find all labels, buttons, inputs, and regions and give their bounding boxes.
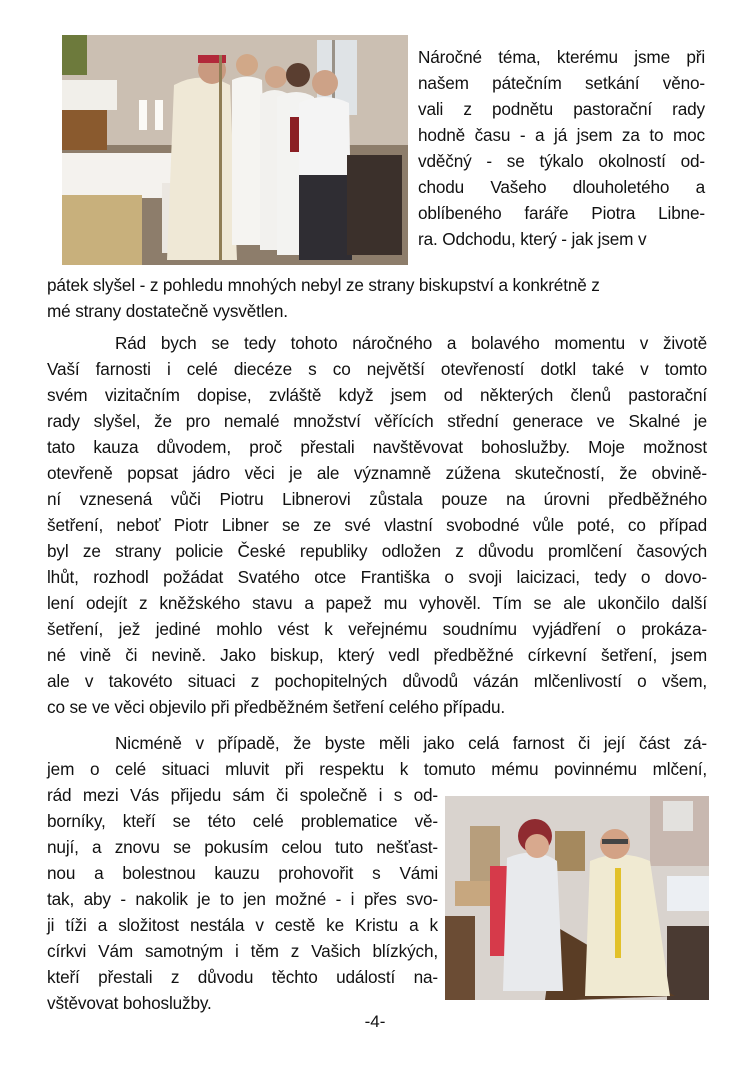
text-line: chodu Vašeho dlouholetého a [418,177,705,197]
text-line: borníky, kteří se této celé problematice vě- [47,811,438,831]
text-line: rád mezi Vás přijedu sám či společně i s od- [47,785,438,805]
paragraph-explanation [47,330,707,720]
text-line: vštěvovat bohoslužby. [47,993,212,1013]
bishop-at-altar-photo [62,35,408,265]
text-line: Rád bych se tedy tohoto náročného a bolavého momentu v životě [115,333,707,353]
text-line: lhůt, rozhodl požádat Svatého otce Františka o svoji laicizaci, tedy o dovo- [47,567,707,587]
text-line: ale v takovéto situaci z pochopitelných důvodů vázán mlčenlivostí o všem, [47,671,707,691]
text-line: né vině či nevině. Jako biskup, který vedl předběžné církevní šetření, jsem [47,645,707,665]
text-line: tato kauza důvodem, proč přestali navštěvovat bohoslužby. Moje možnost [47,437,707,457]
text-line: nou a bolestnou kauzu prohovořit s Vámi [47,863,438,883]
text-line: oblíbeného faráře Piotra Libne- [418,203,705,223]
text-line: nují, a znovu se pokusím celou tuto nešťast- [47,837,438,857]
text-line: co se ve věci objevilo při předběžném šetření celého případu. [47,697,506,717]
paragraph-invitation [47,730,707,782]
text-line: otevřeně popsat jádro věci je ale významně zúžena skutečností, že obvině- [47,463,707,483]
greeting-photo [445,796,709,1000]
text-line: Náročné téma, kterému jsme při [418,47,705,67]
text-line: svém vizitačním dopise, zvláště když jsem od některých členů pastorační [47,385,707,405]
text-line: tak, aby - nakolik je to jen možné - i přes svo- [47,889,438,909]
paragraph-intro-wrapped [418,44,705,252]
text-line: našem pátečním setkání věno- [418,73,705,93]
photo-illustration-icon [445,796,709,1000]
text-line: ra. Odchodu, který - jak jsem v [418,229,647,249]
paragraph-invitation-wrapped [47,782,438,1016]
text-line: kteří přestali z důvodu těchto událostí na- [47,967,438,987]
text-line: církvi Vám samotným i těm z Vašich blízkých, [47,941,438,961]
photo-illustration-icon [62,35,408,265]
text-line: pátek slyšel - z pohledu mnohých nebyl ze strany biskupství a konkrétně z [47,275,600,295]
page-number: -4- [364,1012,386,1031]
text-line: byl ze strany policie České republiky odložen z důvodu promlčení časových [47,541,707,561]
text-line: vali z podnětu pastorační rady [418,99,705,119]
text-line: hodně času - a já jsem za to moc [418,125,705,145]
text-line: mé strany dostatečně vysvětlen. [47,301,288,321]
text-line: rady slyšel, že pro nemalé množství věřících střední generace ve Skalné je [47,411,707,431]
text-line: jem o celé situaci mluvit při respektu k tomuto mému povinnému mlčení, [47,759,707,779]
text-line: ji tíži a složitost nestála v cestě ke Kristu a k [47,915,438,935]
paragraph-intro-continued [47,272,707,324]
text-line: ní vznesená vůči Piotru Libnerovi zůstala pouze na úrovni předběžného [47,489,707,509]
text-line: šetření, neboť Piotr Libner se ze své vlastní svobodné vůle poté, co případ [47,515,707,535]
text-line: lení odejít z kněžského stavu a papež mu vyhověl. Tím se ale ukončilo další [47,593,707,613]
text-line: vděčný - se týkalo okolností od- [418,151,705,171]
text-line: Vaší farnosti i celé diecéze s co největší otevřeností dotkl také v tomto [47,359,707,379]
text-line: Nicméně v případě, že byste měli jako celá farnost či její část zá- [115,733,707,753]
text-line: šetření, jež jediné mohlo vést k veřejnému soudnímu vyjádření o prokáza- [47,619,707,639]
